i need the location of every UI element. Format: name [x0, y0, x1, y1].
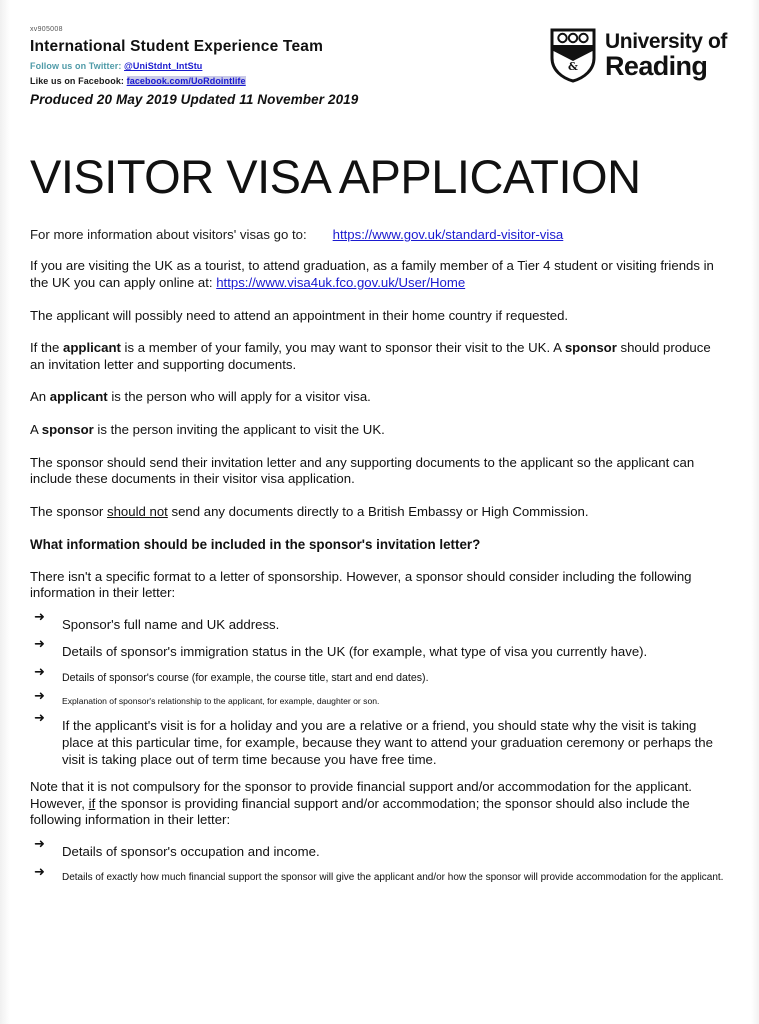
list-item: [28, 609, 729, 634]
question-heading: What information should be included in the sponsor's invitation letter?: [30, 536, 481, 552]
list-item: [28, 637, 729, 661]
logo-line-university-of: University of: [605, 29, 727, 53]
document-header: [28, 0, 729, 130]
sponsor-family-text-3: should produce an invitation letter and supporting documents.: [30, 340, 711, 372]
should-not-underlined: should not: [106, 503, 168, 519]
twitter-link[interactable]: @UniStdnt_IntStu: [124, 61, 203, 71]
list-item: [28, 689, 729, 707]
sponsor-letter-list: [28, 609, 729, 768]
arrow-bullet-icon: ➜: [34, 609, 45, 625]
note-text-2: the sponsor is providing financial support and/or accommodation; the sponsor should also include the following information in their letter:: [30, 795, 690, 828]
list-item-label: Sponsor's full name and UK address.: [62, 616, 280, 632]
appointment-paragraph: The applicant will possibly need to attend an appointment in their home country if requested.: [30, 307, 569, 323]
note-text-1: Note that it is not compulsory for the sponsor to provide financial support and/or accommodation for the applicant. However,: [30, 779, 692, 811]
should-not-text-1: The sponsor: [30, 503, 107, 519]
financial-support-note-paragraph: [30, 779, 729, 829]
more-information-row: [30, 227, 729, 242]
arrow-bullet-icon: ➜: [34, 665, 45, 681]
apply-online-paragraph: [30, 258, 729, 291]
should-not-text-2: send any documents directly to a British Embassy or High Commission.: [167, 503, 589, 519]
arrow-bullet-icon: ➜: [34, 637, 45, 653]
list-item-label: If the applicant's visit is for a holiday and you are a relative or a friend, you should state why the visit is taking place at this particular time, for example, because they want to attend your graduation ceremony or perhaps the visit is taking place out of term time because you have free time.: [62, 718, 713, 767]
produced-updated-date: Produced 20 May 2019 Updated 11 November 2019: [30, 92, 359, 107]
applicant-bold-2: applicant: [49, 389, 108, 405]
send-letter-paragraph: The sponsor should send their invitation letter and any supporting documents to the applicant so the applicant can include these documents in their visitor visa application.: [30, 454, 695, 487]
svg-text:&: &: [568, 60, 578, 73]
sponsor-bold-2: sponsor: [41, 422, 94, 438]
should-not-paragraph: [30, 504, 729, 521]
list-item-label: Details of sponsor's immigration status in the UK (for example, what type of visa you currently have).: [62, 644, 648, 660]
no-specific-format-paragraph: There isn't a specific format to a letter of sponsorship. However, a sponsor should consider including the following information in their letter:: [30, 568, 692, 601]
sponsor-definition-paragraph: [30, 422, 729, 439]
logo-line-reading: Reading: [605, 50, 708, 81]
list-item: [28, 837, 729, 861]
list-item-label: Details of exactly how much financial support the sponsor will give the applicant and/or how the sponsor will provide accommodation for the applicant.: [62, 871, 724, 883]
applicant-def-text-2: is the person who will apply for a visitor visa.: [107, 389, 371, 405]
list-item: [28, 864, 729, 885]
arrow-bullet-icon: ➜: [34, 864, 45, 880]
visa4uk-link[interactable]: https://www.visa4uk.fco.gov.uk/User/Home: [216, 274, 466, 290]
list-item: [28, 711, 729, 768]
team-title: International Student Experience Team: [30, 38, 324, 55]
applicant-bold-1: applicant: [63, 340, 121, 356]
apply-online-text: If you are visiting the UK as a tourist, to attend graduation, as a family member of a Tier 4 student or visiting friends in the UK you can apply online at:: [30, 258, 714, 290]
university-logo: [550, 28, 727, 83]
if-underlined: if: [88, 795, 96, 811]
sponsor-bold-1: sponsor: [564, 340, 617, 356]
reading-crest-icon: [550, 28, 596, 83]
document-body: [28, 227, 729, 884]
twitter-label: Follow us on Twitter:: [30, 61, 125, 71]
list-item-label: Details of sponsor's occupation and income.: [62, 844, 320, 860]
list-item-label: Details of sponsor's course (for example, the course title, start and end dates).: [62, 672, 429, 685]
sponsor-family-paragraph: [30, 340, 729, 373]
more-information-label: For more information about visitors' visas go to:: [30, 227, 307, 243]
sponsor-family-text-1: If the: [30, 340, 63, 356]
financial-support-list: [28, 837, 729, 884]
university-wordmark: [605, 29, 727, 81]
list-item-label: Explanation of sponsor's relationship to the applicant, for example, daughter or son.: [62, 696, 380, 707]
applicant-def-text-1: An: [30, 389, 50, 405]
facebook-link[interactable]: facebook.com/UoRdointlife: [126, 76, 246, 86]
applicant-definition-paragraph: [30, 389, 729, 406]
page-title: VISITOR VISA APPLICATION: [30, 150, 641, 203]
sponsor-def-text-1: A: [30, 422, 42, 438]
document-reference-code: xv905008: [30, 26, 63, 33]
sponsor-def-text-2: is the person inviting the applicant to visit the UK.: [93, 422, 385, 438]
standard-visitor-visa-link[interactable]: https://www.gov.uk/standard-visitor-visa: [332, 227, 564, 243]
arrow-bullet-icon: ➜: [34, 711, 45, 727]
arrow-bullet-icon: ➜: [34, 689, 45, 705]
sponsor-family-text-2: is a member of your family, you may want to sponsor their visit to the UK. A: [120, 340, 565, 356]
list-item: [28, 665, 729, 685]
arrow-bullet-icon: ➜: [34, 837, 45, 853]
facebook-label: Like us on Facebook:: [30, 76, 127, 86]
